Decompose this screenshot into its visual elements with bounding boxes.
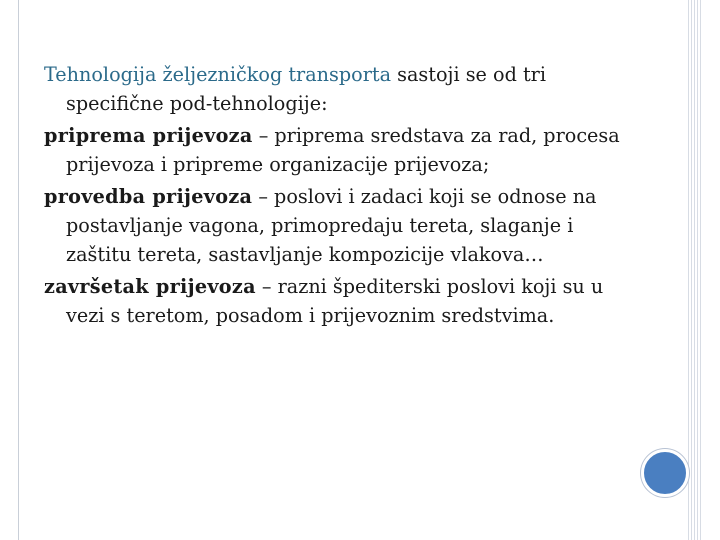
- item-term: završetak prijevoza: [44, 275, 256, 298]
- item-term: priprema prijevoza: [44, 124, 253, 147]
- item-desc: – priprema sredstava za rad, procesa prijevoza i pripreme organizacije prijevoza;: [66, 124, 620, 176]
- slide-body: [44, 60, 624, 333]
- item-priprema: [44, 121, 624, 179]
- item-desc: – razni špediterski poslovi koji su u vezi s teretom, posadom i prijevoznim sredstvima.: [66, 275, 604, 327]
- right-decorative-stripes: [688, 0, 702, 540]
- decorative-circle: [641, 449, 689, 497]
- item-desc: – poslovi i zadaci koji se odnose na postavljanje vagona, primopredaju tereta, slaganje i zaštitu tereta, sastavljanje kompozicije vlakova…: [66, 185, 597, 266]
- item-zavrsetak: [44, 272, 624, 330]
- left-frame-line: [18, 0, 19, 540]
- intro-highlight: Tehnologija željezničkog transporta: [44, 63, 392, 86]
- item-term: provedba prijevoza: [44, 185, 253, 208]
- intro-paragraph: [44, 60, 624, 118]
- item-provedba: [44, 182, 624, 269]
- intro-text: sastoji se od tri specifične pod-tehnologije:: [66, 63, 546, 115]
